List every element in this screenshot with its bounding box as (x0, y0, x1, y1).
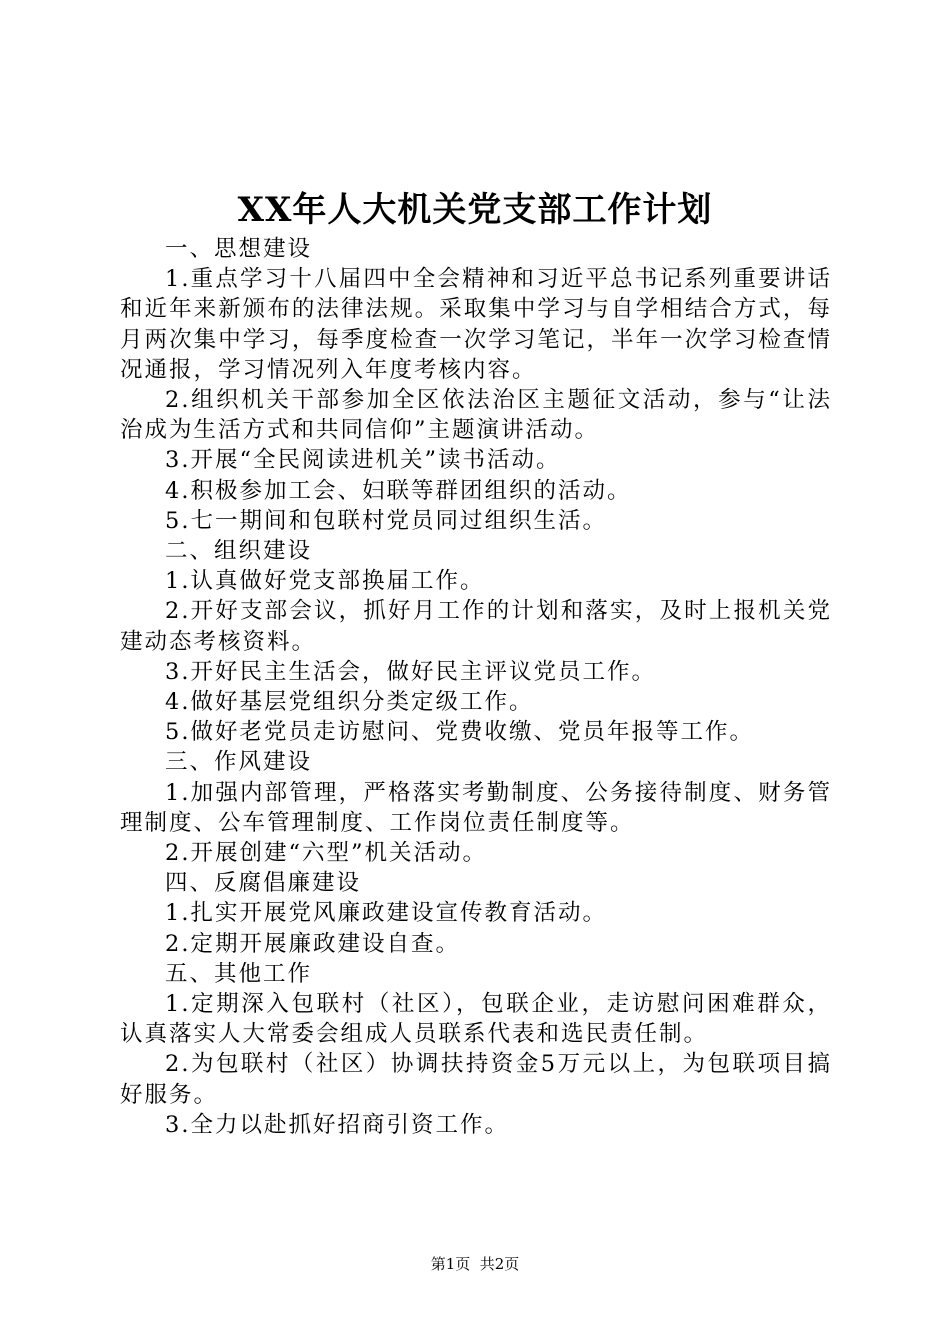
document-title: XX年人大机关党支部工作计划 (237, 190, 713, 230)
paragraph: 2.为包联村（社区）协调扶持资金5万元以上，为包联项目搞好服务。 (120, 1051, 832, 1108)
paragraph: 1.重点学习十八届四中全会精神和习近平总书记系列重要讲话和近年来新颁布的法律法规。采取集中学习与自学相结合方式，每月两次集中学习，每季度检查一次学习笔记，半年一次学习检查情况通报，学习情况列入年度考核内容。 (120, 266, 832, 383)
section-heading: 二、组织建设 (165, 538, 313, 565)
paragraph: 4.做好基层党组织分类定级工作。 (165, 689, 534, 716)
paragraph: 1.扎实开展党风廉政建设宣传教育活动。 (165, 900, 607, 927)
section-heading: 三、作风建设 (165, 749, 313, 776)
paragraph: 5.做好老党员走访慰问、党费收缴、党员年报等工作。 (165, 719, 754, 746)
paragraph: 2.开展创建“六型”机关活动。 (165, 840, 487, 867)
section-heading: 一、思想建设 (165, 236, 313, 262)
paragraph: 3.全力以赴抓好招商引资工作。 (165, 1111, 509, 1138)
paragraph: 2.组织机关干部参加全区依法治区主题征文活动，参与“让法治成为生活方式和共同信仰”主题演讲活动。 (120, 387, 832, 444)
paragraph: 1.定期深入包联村（社区），包联企业，走访慰问困难群众，认真落实人大常委会组成人员联系代表和选民责任制。 (120, 991, 832, 1048)
paragraph: 3.开展“全民阅读进机关”读书活动。 (165, 447, 561, 474)
page-footer: 第1页 共2页 (430, 1255, 520, 1273)
document-body (120, 234, 832, 1140)
section-heading: 五、其他工作 (165, 960, 313, 987)
paragraph: 2.定期开展廉政建设自查。 (165, 930, 460, 957)
paragraph: 3.开好民主生活会，做好民主评议党员工作。 (165, 658, 656, 685)
paragraph: 5.七一期间和包联村党员同过组织生活。 (165, 507, 607, 534)
paragraph: 4.积极参加工会、妇联等群团组织的活动。 (165, 477, 632, 504)
paragraph: 1.加强内部管理，严格落实考勤制度、公务接待制度、财务管理制度、公车管理制度、工作岗位责任制度等。 (120, 779, 832, 836)
paragraph: 2.开好支部会议，抓好月工作的计划和落实，及时上报机关党建动态考核资料。 (120, 598, 832, 655)
paragraph: 1.认真做好党支部换届工作。 (165, 568, 485, 595)
section-heading: 四、反腐倡廉建设 (165, 870, 362, 897)
